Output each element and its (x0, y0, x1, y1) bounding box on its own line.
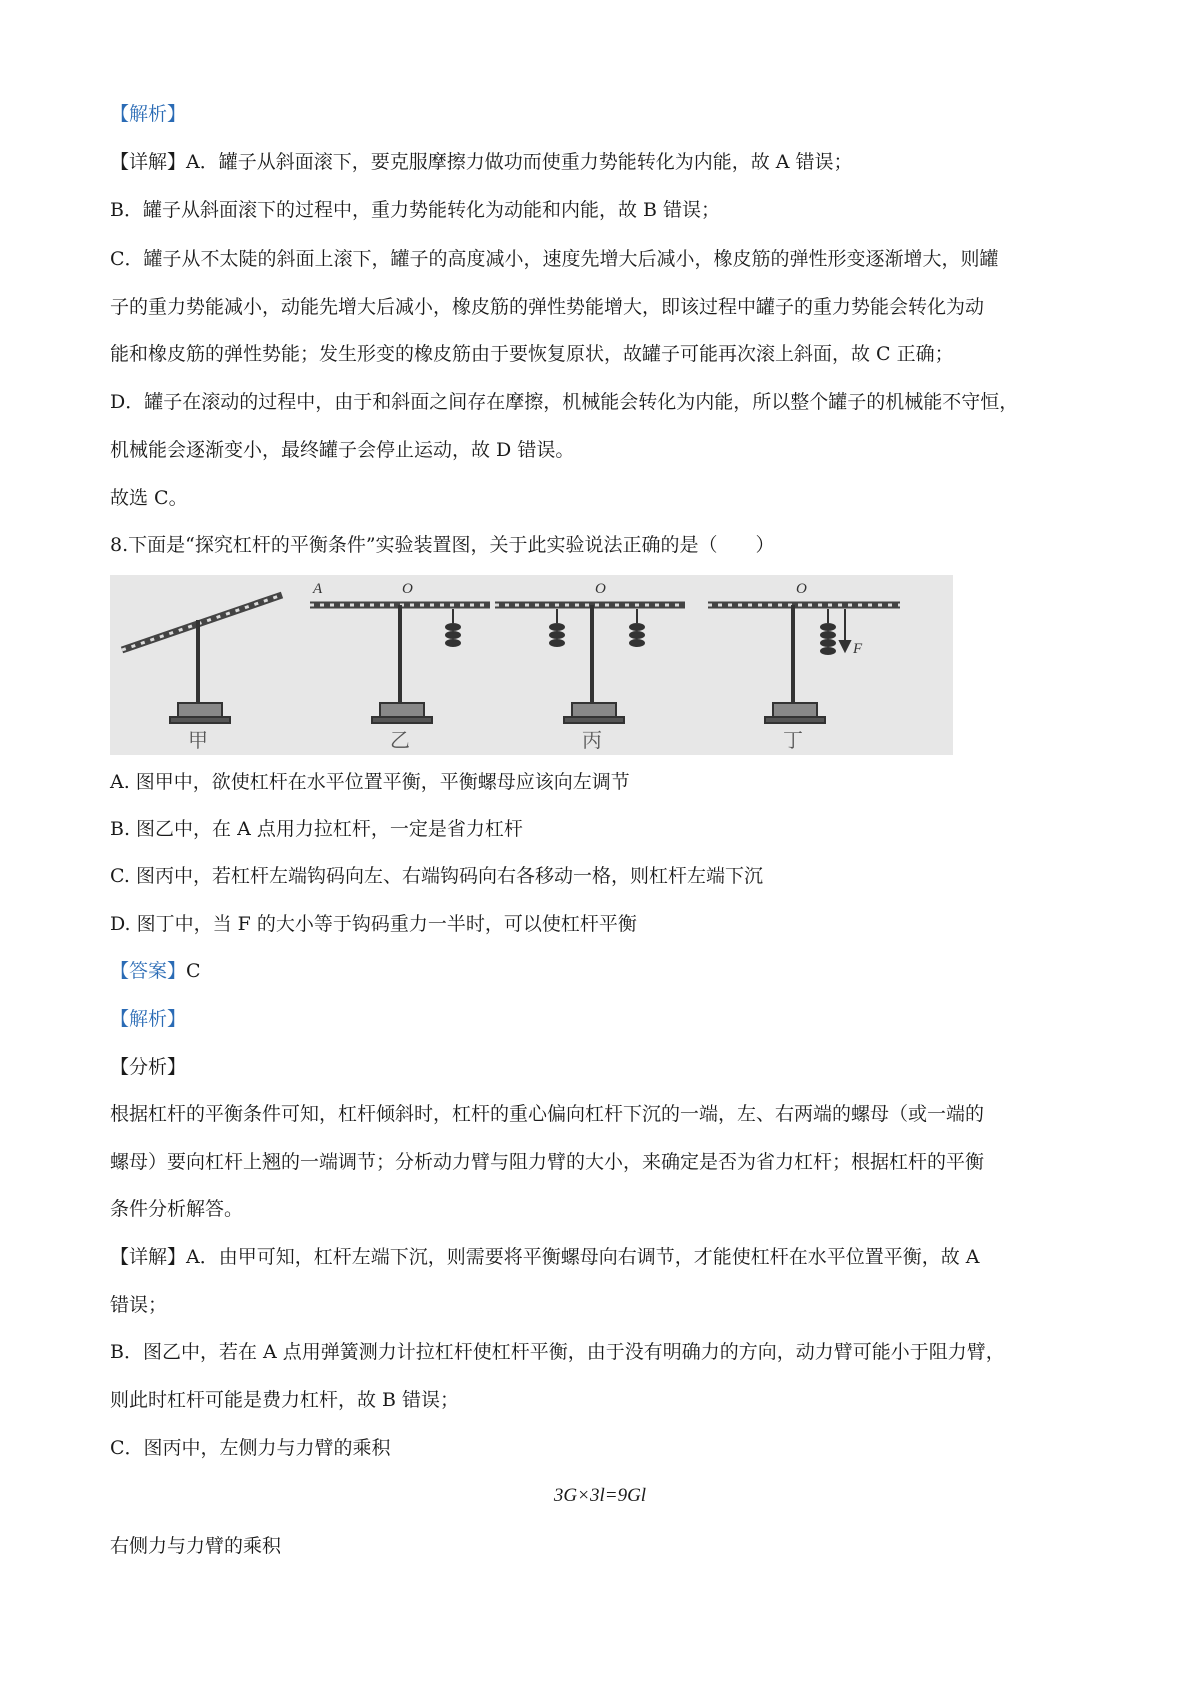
label-point-A: A (313, 581, 323, 597)
analysis-tag-2: 【解析】 (110, 1008, 187, 1030)
detail-line-c2: 子的重力势能减小，动能先增大后减小，橡皮筋的弹性势能增大，即该过程中罐子的重力势能会转化为动 (110, 296, 985, 318)
label-bing: 丙 (582, 728, 602, 752)
fenxi-tag: 【分析】 (110, 1056, 187, 1078)
figure-jia (122, 595, 282, 723)
option-a: A. 图甲中，欲使杠杆在水平位置平衡，平衡螺母应该向左调节 (110, 771, 630, 793)
detail2-c2: 右侧力与力臂的乘积 (110, 1535, 282, 1557)
detail2-b2: 则此时杠杆可能是费力杠杆，故 B 错误； (110, 1389, 460, 1411)
option-b: B. 图乙中，在 A 点用力拉杠杆，一定是省力杠杆 (110, 818, 523, 840)
analysis-text-2: 螺母）要向杠杆上翘的一端调节；分析动力臂与阻力臂的大小，来确定是否为省力杠杆；根据杠杆的平衡 (110, 1151, 985, 1173)
detail2-b1: B．图乙中，若在 A 点用弹簧测力计拉杠杆使杠杆平衡，由于没有明确力的方向，动力臂可能小于阻力臂， (110, 1341, 1005, 1363)
detail2-a1: 【详解】A．由甲可知，杠杆左端下沉，则需要将平衡螺母向右调节，才能使杠杆在水平位置平衡，故 A (110, 1246, 980, 1268)
answer-value: C (186, 960, 201, 982)
analysis-text-1: 根据杠杆的平衡条件可知，杠杆倾斜时，杠杆的重心偏向杠杆下沉的一端，左、右两端的螺母（或一端的 (110, 1103, 985, 1125)
detail-line-b: B．罐子从斜面滚下的过程中，重力势能转化为动能和内能，故 B 错误； (110, 199, 721, 221)
lever-experiment-figure (110, 575, 953, 755)
label-O-yi: O (402, 581, 413, 597)
conclusion-line: 故选 C。 (110, 487, 188, 509)
answer-line (110, 957, 1100, 985)
label-O-bing: O (595, 581, 606, 597)
label-force-F: F (853, 641, 863, 657)
option-d: D. 图丁中，当 F 的大小等于钩码重力一半时，可以使杠杆平衡 (110, 913, 637, 935)
detail2-c1: C．图丙中，左侧力与力臂的乘积 (110, 1437, 391, 1459)
question-8: 8.下面是“探究杠杆的平衡条件”实验装置图，关于此实验说法正确的是（ ） (110, 534, 775, 556)
detail-line-c1: C．罐子从不太陡的斜面上滚下，罐子的高度减小，速度先增大后减小，橡皮筋的弹性形变逐渐增大，则罐 (110, 248, 999, 270)
label-ding: 丁 (783, 728, 803, 752)
detail-line-d2: 机械能会逐渐变小，最终罐子会停止运动，故 D 错误。 (110, 439, 575, 461)
figure-ding (708, 605, 900, 723)
formula-left: 3G×3l=9Gl (553, 1485, 647, 1506)
detail2-a2: 错误； (110, 1294, 168, 1316)
detail-line-d1: D．罐子在滚动的过程中，由于和斜面之间存在摩擦，机械能会转化为内能，所以整个罐子的机械能不守恒， (110, 391, 1019, 413)
label-jia: 甲 (188, 728, 208, 752)
label-O-ding: O (796, 581, 807, 597)
figure-bing (495, 605, 685, 723)
analysis-tag: 【解析】 (110, 103, 187, 125)
analysis-text-3: 条件分析解答。 (110, 1198, 244, 1220)
detail-line-a: 【详解】A．罐子从斜面滚下，要克服摩擦力做功而使重力势能转化为内能，故 A 错误； (110, 151, 853, 173)
detail-line-c3: 能和橡皮筋的弹性势能；发生形变的橡皮筋由于要恢复原状，故罐子可能再次滚上斜面，故 C 正确； (110, 343, 954, 365)
figure-yi (310, 605, 490, 723)
option-c: C. 图丙中，若杠杆左端钩码向左、右端钩码向右各移动一格，则杠杆左端下沉 (110, 865, 763, 887)
label-yi: 乙 (390, 728, 410, 752)
answer-tag: 【答案】 (110, 960, 187, 982)
